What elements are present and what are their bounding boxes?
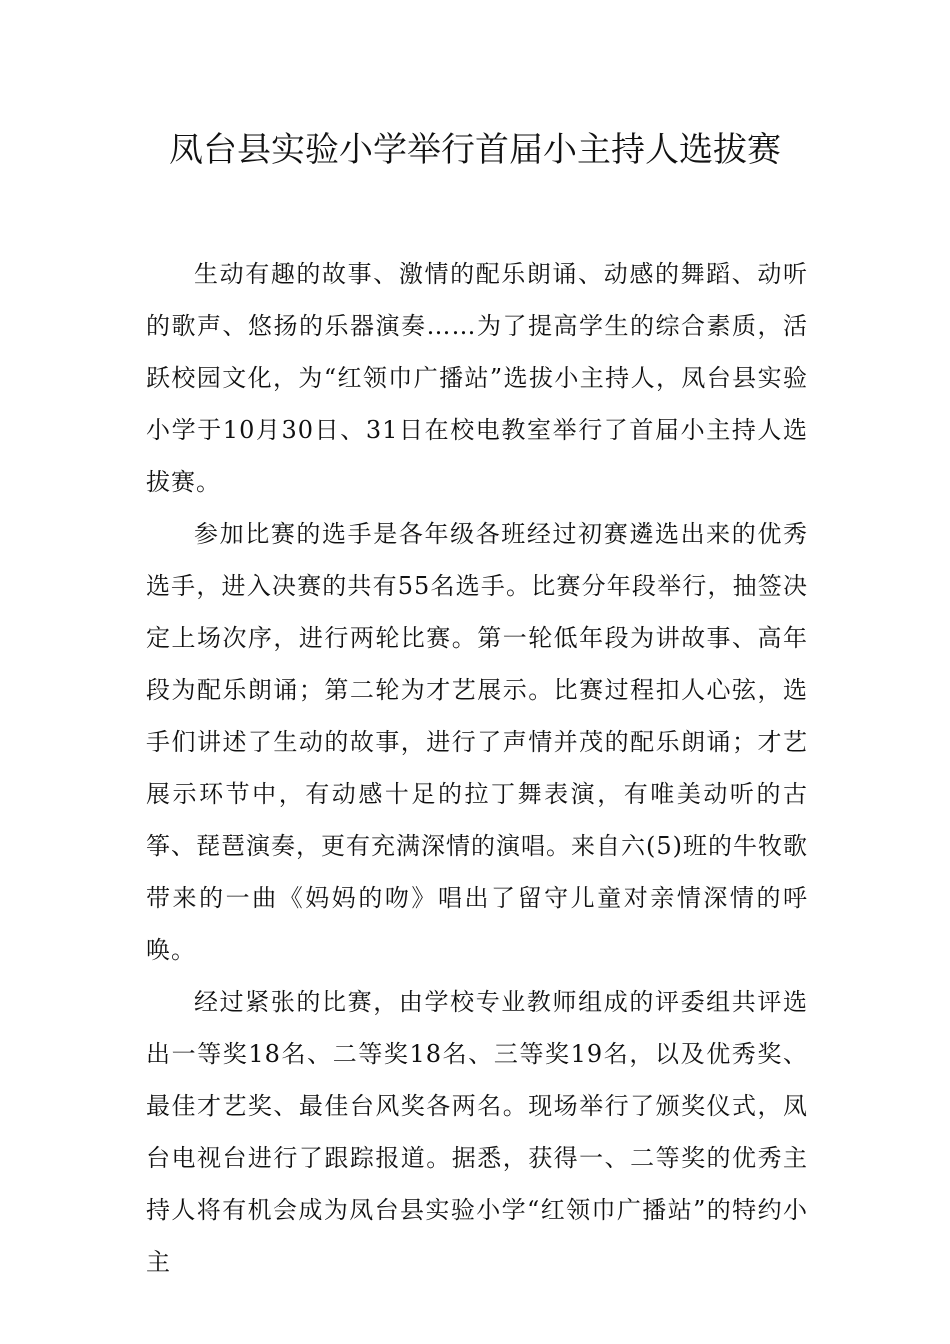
paragraph-1: 生动有趣的故事、激情的配乐朗诵、动感的舞蹈、动听的歌声、悠扬的乐器演奏……为了提高学生的综合素质，活跃校园文化，为“红领巾广播站”选拔小主持人，凤台县实验小学于10月30日、31日在校电教室举行了首届小主持人选拔赛。 bbox=[146, 260, 808, 496]
document-title: 凤台县实验小学举行首届小主持人选拔赛 bbox=[169, 130, 781, 170]
paragraph-3: 经过紧张的比赛，由学校专业教师组成的评委组共评选出一等奖18名、二等奖18名、三等奖19名，以及优秀奖、最佳才艺奖、最佳台风奖各两名。现场举行了颁奖仪式，凤台电视台进行了跟踪报道。据悉，获得一、二等奖的优秀主持人将有机会成为凤台县实验小学“红领巾广播站”的特约小主 bbox=[146, 988, 808, 1276]
document-body bbox=[146, 248, 808, 1288]
paragraph-2: 参加比赛的选手是各年级各班经过初赛遴选出来的优秀选手，进入决赛的共有55名选手。比赛分年段举行，抽签决定上场次序，进行两轮比赛。第一轮低年段为讲故事、高年段为配乐朗诵；第二轮为才艺展示。比赛过程扣人心弦，选手们讲述了生动的故事，进行了声情并茂的配乐朗诵；才艺展示环节中，有动感十足的拉丁舞表演，有唯美动听的古筝、琵琶演奏，更有充满深情的演唱。来自六(5)班的牛牧歌带来的一曲《妈妈的吻》唱出了留守儿童对亲情深情的呼唤。 bbox=[146, 520, 808, 964]
